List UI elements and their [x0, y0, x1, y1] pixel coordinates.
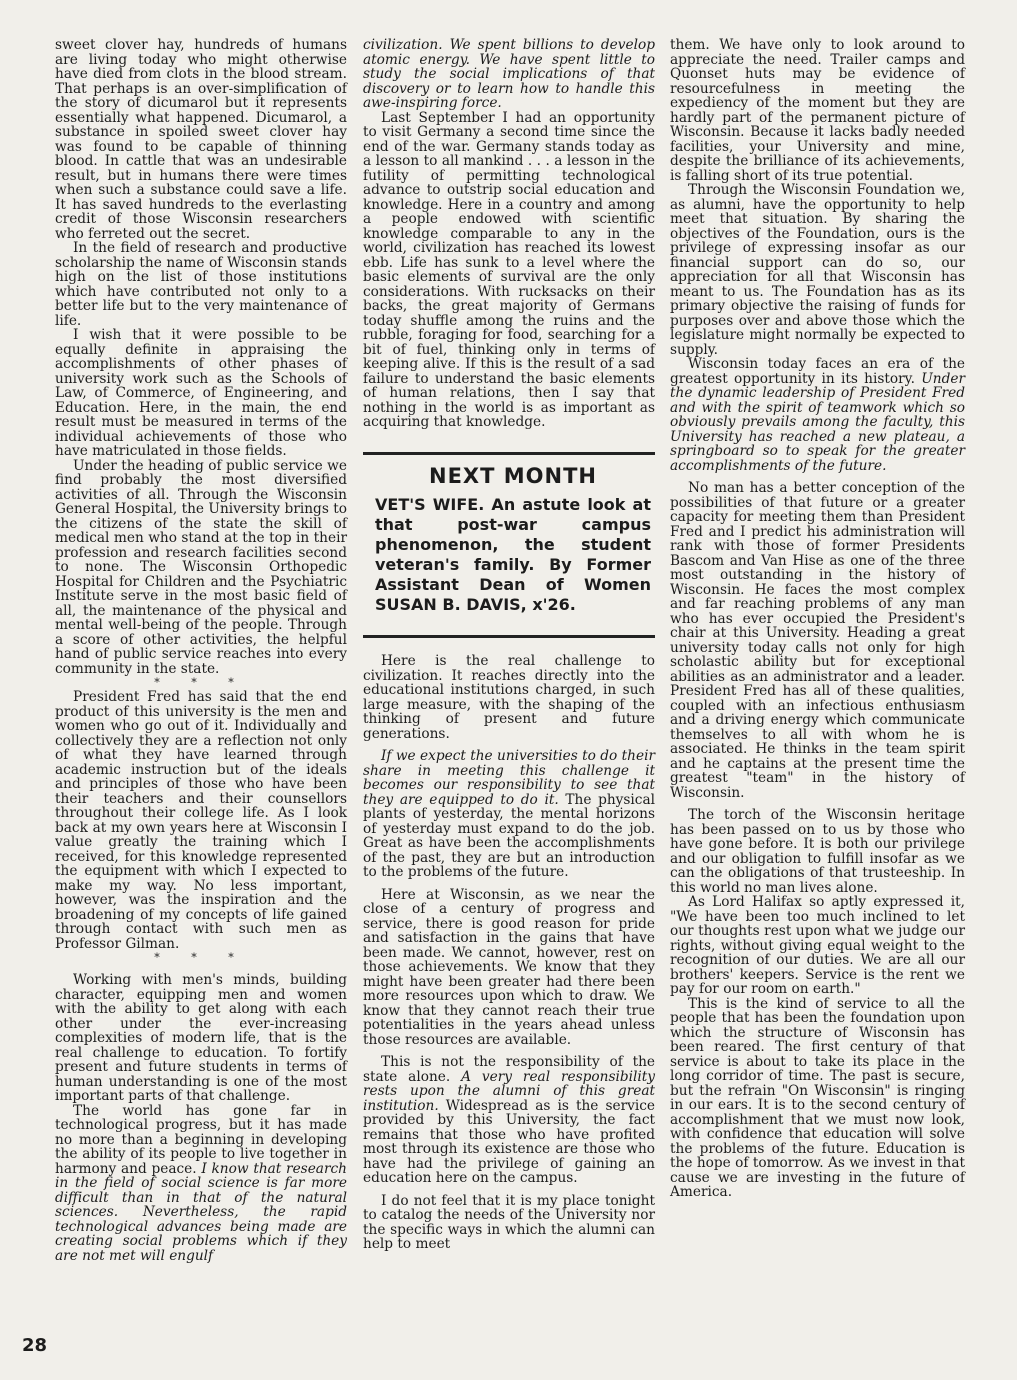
text-run: The world has gone far in technological progress, but it has made no more than a beginning in developing the ability of its people to live together in harmony and peace. [55, 1102, 347, 1177]
paragraph: Last September I had an opportunity to visit Germany a second time since the end of the war. Germany stands today as a lesson to all mankind . . . a lesson in the futility of permitting technological advance to outstrip social education and knowledge. Here in a country and among a people endowed with scientific knowledge comparable to any in the world, civilization has reached its lowest ebb. Life has sunk to a level where the basic elements of survival are the only considerations. With rucksacks on their backs, the great majority of Germans today shuffle among the ruins and the rubble, foraging for food, searching for a bit of fuel, thinking only in terms of keeping alive. If this is the result of a sad failure to understand the basic elements of human relations, then I say that nothing in the world is as important as acquiring that knowledge. [363, 109, 655, 430]
italic-text: Under the dynamic leadership of President Fred and with the spirit of teamwork which so obviously prevails among the faculty, this University has reached a new plateau, a springboard so to speak for the greater accomplishments of the future. [670, 370, 965, 474]
paragraph: The torch of the Wisconsin heritage has been passed on to us by those who have gone before. It is both our privilege and our obligation to fulfill insofar as we can the obligations of that trusteeship. In this world no man lives alone. [670, 807, 965, 896]
italic-text: If we expect the universities to do their share in meeting this challenge it becomes our responsibility to see that they are equipped to do it. [363, 748, 655, 808]
paragraph: In the field of research and productive scholarship the name of Wisconsin stands high on the list of those institutions which have contributed not only to a better life but to the very maintenance of life. [55, 240, 347, 329]
paragraph: No man has a better conception of the possibilities of that future or a greater capacity for meeting them than President Fred and I predict his administration will rank with those of former Presidents Bascom and Van Hise as one of the three most outstanding in the history of Wisconsin. He faces the most complex and far reaching problems of any man who has ever occupied the President's chair at this University. Heading a great university today calls not only for high scholastic ability but for exceptional abilities as an administrator and a leader. President Fred has all of these qualities, coupled with an infectious enthusiasm and a driving energy which communicate themselves to all with whom he is associated. He thinks in the team spirit and he captains at the present time the greatest "team" in the history of Wisconsin. [670, 480, 965, 801]
text-run: Wisconsin today faces an era of the greatest opportunity in its history. [670, 356, 965, 387]
paragraph: Here is the real challenge to civilization. It reaches directly into the educational institutions charged, in such large measure, with the shaping of the thinking of present and future generations. [363, 653, 655, 742]
paragraph: Through the Wisconsin Foundation we, as alumni, have the opportunity to help meet that situation. By sharing the objectives of the Foundation, ours is the privilege of expressing insofar as our financial support can do so, our appreciation for all that Wisconsin has meant to us. The Foundation has as its primary objective the raising of funds for purposes over and above those which the legislature might normally be expected to supply. [670, 182, 965, 358]
paragraph [55, 1104, 347, 1264]
column-middle [363, 38, 655, 1252]
page-number: 28 [22, 1335, 48, 1356]
paragraph: Under the heading of public service we find probably the most diversified activities of all. Through the Wisconsin General Hospital, the University brings to the citizens of the state the skill of medical men who stand at the top in their profession and research facilities second to none. The Wisconsin Orthopedic Hospital for Children and the Psychiatric Institute serve in the most basic field of all, the maintenance of the physical and mental well-being of the people. Through a score of other activities, the helpful hand of public service reaches into every community in the state. [55, 457, 347, 677]
paragraph: President Fred has said that the end product of this university is the men and women who go out of it. Individually and collectively they are a reflection not only of what they have learned through academic instruction but of the ideals and principles of those who have been their teachers and their counsellors throughout their college life. As I look back at my own years here at Wisconsin I value greatly the training which I received, for this knowledge represented the equipment with which I expected to make my way. No less important, however, was the inspiration and the broadening of my concepts of life gained through contact with such men as Professor Gilman. [55, 689, 347, 952]
section-divider: * * * [154, 676, 248, 689]
paragraph [670, 357, 965, 473]
italic-text: A very real responsibility rests upon the alumni of this great institution. [363, 1068, 655, 1114]
paragraph: I wish that it were possible to be equally definite in appraising the accomplishments of other phases of university work such as the Schools of Law, of Commerce, of Engineering, and Education. Here, in the main, the end result must be measured in terms of the individual achievements of those who have matriculated in those fields. [55, 327, 347, 459]
column-right [670, 38, 965, 1200]
text-run: Widespread as is the service provided by this University, the fact remains that those who have profited most through its existence are those who have had the privilege of gaining an education here on the campus. [363, 1097, 655, 1186]
paragraph: As Lord Halifax so aptly expressed it, "We have been too much inclined to let our thoughts rest upon what we judge our rights, without giving equal weight to the recognition of our duties. We are all our brothers' keepers. Service is the rent we pay for our room on earth." [670, 894, 965, 997]
column-left [55, 38, 347, 1263]
paragraph: them. We have only to look around to appreciate the need. Trailer camps and Quonset huts may be evidence of resourcefulness in meeting the expediency of the moment but they are hardly part of the permanent picture of Wisconsin. Because it lacks badly needed facilities, your University and mine, despite the brilliance of its achievements, is falling short of its true potential. [670, 37, 965, 184]
text-run: This is not the responsibility of the state alone. [363, 1054, 655, 1085]
paragraph: I do not feel that it is my place tonight to catalog the needs of the University nor the specific ways in which the alumni can help to meet [363, 1192, 655, 1252]
next-month-box [363, 452, 655, 639]
paragraph: This is the kind of service to all the people that has been the foundation upon which the structure of Wisconsin has been reared. The first century of that service is about to take its place in the long corridor of time. The past is secure, but the refrain "On Wisconsin" is ringing in our ears. It is to the second century of accomplishment that we must now look, with confidence that education will solve the problems of the future. Education is the hope of tomorrow. As we invest in that cause we are investing in the future of America. [670, 995, 965, 1200]
italic-text: civilization. We spent billions to develop atomic energy. We have spent little to study the social implications of that discovery or to learn how to handle this awe-inspiring force. [363, 37, 655, 111]
paragraph [363, 1055, 655, 1186]
text-run: The physical plants of yesterday, the mental horizons of yesterday must expand to do the job. Great as have been the accomplishments of the past, they are but an introduction to the problems of the future. [363, 791, 655, 880]
section-divider: * * * [154, 951, 248, 964]
next-month-title: NEXT MONTH [429, 463, 597, 488]
next-month-body: VET'S WIFE. An astute look at that post-war campus phenomenon, the student veteran's family. By Former Assistant Dean of Women SUSAN B. DAVIS, x'26. [375, 495, 651, 614]
paragraph: Working with men's minds, building character, equipping men and women with the ability to get along with each other under the ever-increasing complexities of modern life, that is the real challenge to education. To fortify present and future students in terms of human understanding is one of the most important parts of that challenge. [55, 972, 347, 1104]
paragraph: sweet clover hay, hundreds of humans are living today who might otherwise have died from clots in the blood stream. That perhaps is an over-simplification of the story of dicumarol but it represents essentially what happened. Dicumarol, a substance in spoiled sweet clover hay was found to be capable of thinning blood. In cattle that was an undesirable result, but in humans there were times when such a substance could save a life. It has saved hundreds to the everlasting credit of those Wisconsin researchers who ferreted out the secret. [55, 37, 347, 242]
paragraph [363, 38, 655, 111]
italic-text: I know that research in the field of social science is far more difficult than in that of the natural sciences. Nevertheless, the rapid technological advances being made are creating social problems which if they are not met will engulf [55, 1160, 347, 1264]
paragraph [363, 749, 655, 880]
paragraph: Here at Wisconsin, as we near the close of a century of progress and service, there is good reason for pride and satisfaction in the gains that have been made. We cannot, however, rest on those achievements. We know that they might have been greater had there been more resources upon which to draw. We know that they cannot reach their true potentialities in the years ahead unless those resources are available. [363, 886, 655, 1048]
